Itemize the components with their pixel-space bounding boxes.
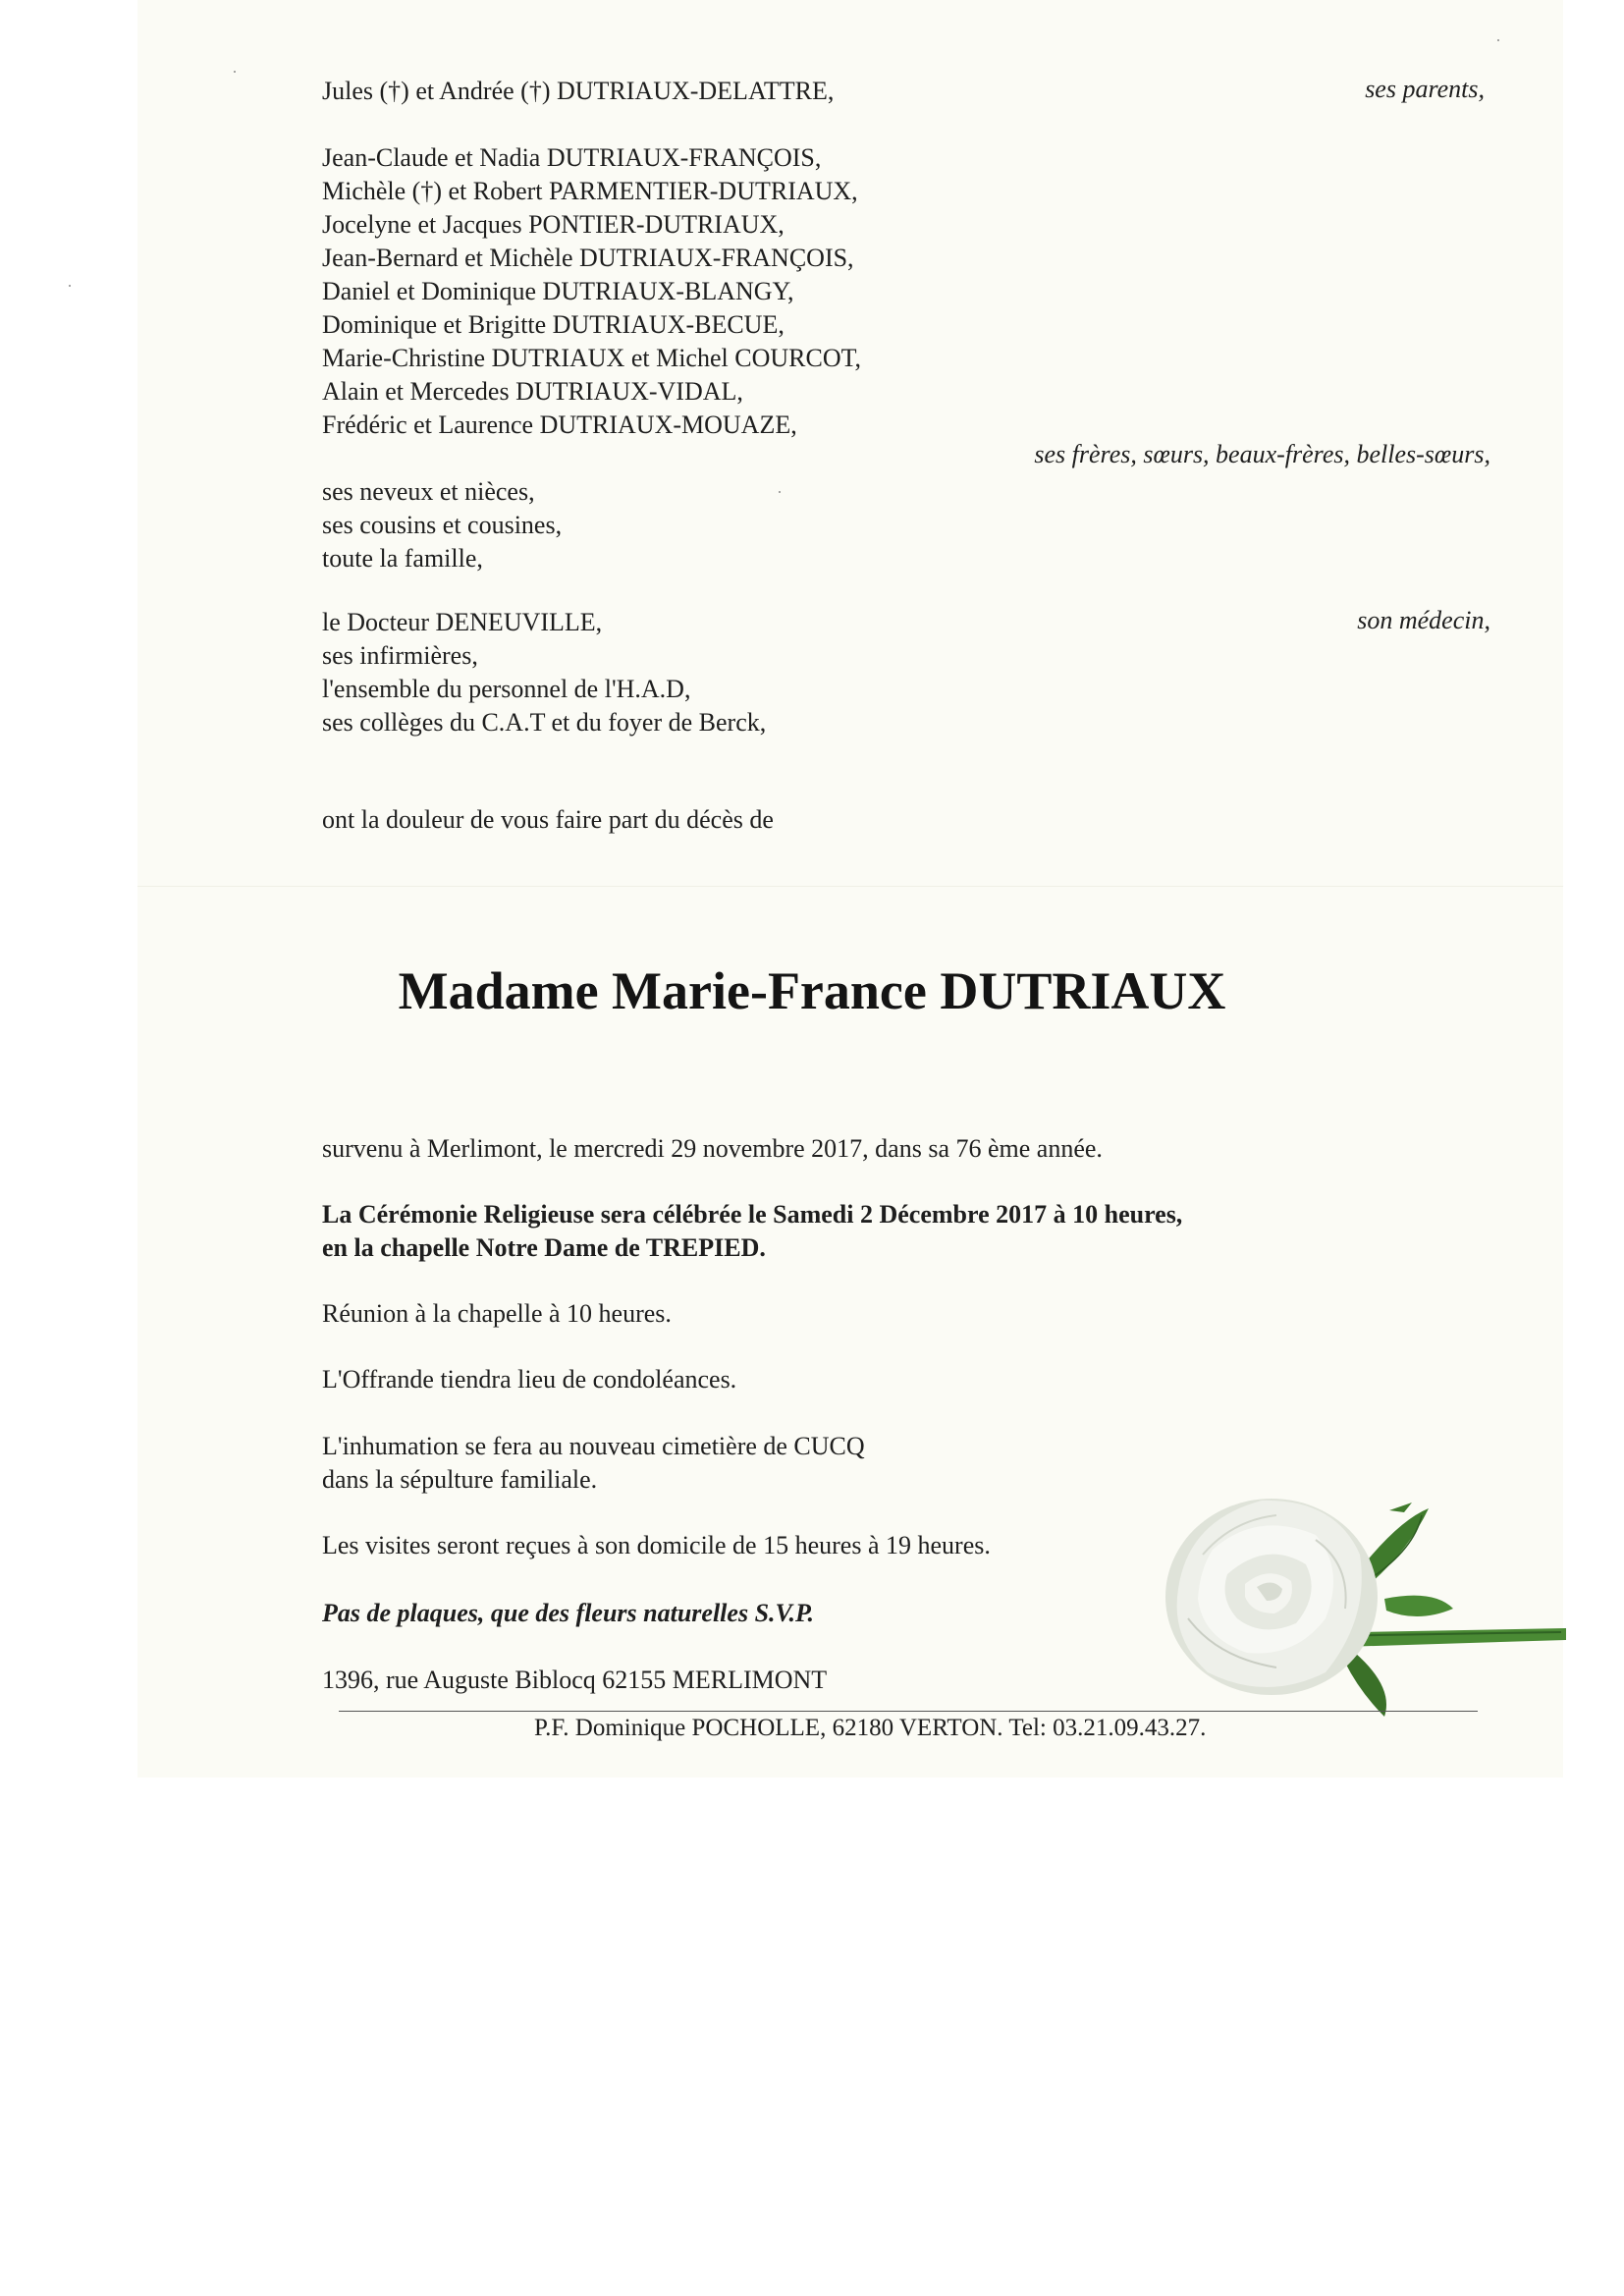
- sibling-line: Dominique et Brigitte DUTRIAUX-BECUE,: [322, 310, 785, 339]
- death-details: survenu à Merlimont, le mercredi 29 novembre 2017, dans sa 76 ème année.: [322, 1134, 1103, 1163]
- family-list: [322, 475, 562, 575]
- scan-speck: [779, 491, 781, 493]
- sibling-line: Frédéric et Laurence DUTRIAUX-MOUAZE,: [322, 410, 797, 439]
- flowers-note: Pas de plaques, que des fleurs naturelles S.V.P.: [322, 1599, 815, 1627]
- care-line: ses infirmières,: [322, 641, 478, 670]
- care-list: [322, 606, 766, 739]
- meeting-text: Réunion à la chapelle à 10 heures.: [322, 1299, 672, 1328]
- footer-rule: [339, 1711, 1478, 1712]
- sibling-line: Michèle (†) et Robert PARMENTIER-DUTRIAUX,: [322, 177, 858, 205]
- parents-line: Jules (†) et Andrée (†) DUTRIAUX-DELATTRE,: [322, 77, 835, 105]
- announcement-text: ont la douleur de vous faire part du décès de: [322, 805, 774, 834]
- care-line: l'ensemble du personnel de l'H.A.D,: [322, 675, 691, 703]
- parents-role: ses parents,: [1365, 75, 1485, 103]
- funeral-home-info: P.F. Dominique POCHOLLE, 62180 VERTON. Tel: 03.21.09.43.27.: [534, 1715, 1207, 1741]
- sibling-line: Marie-Christine DUTRIAUX et Michel COURCOT,: [322, 344, 862, 372]
- sibling-line: Jean-Bernard et Michèle DUTRIAUX-FRANÇOIS,: [322, 244, 854, 272]
- burial-line: dans la sépulture familiale.: [322, 1465, 598, 1494]
- burial-line: L'inhumation se fera au nouveau cimetière de CUCQ: [322, 1432, 865, 1460]
- family-line: ses neveux et nièces,: [322, 477, 535, 506]
- ceremony-block: [322, 1198, 1182, 1265]
- offering-text: L'Offrande tiendra lieu de condoléances.: [322, 1365, 737, 1394]
- scan-speck: [234, 71, 236, 73]
- family-line: toute la famille,: [322, 544, 483, 573]
- care-line: ses collèges du C.A.T et du foyer de Berck,: [322, 708, 767, 737]
- sibling-line: Jean-Claude et Nadia DUTRIAUX-FRANÇOIS,: [322, 143, 822, 172]
- siblings-list: [322, 141, 861, 442]
- scan-speck: [1497, 39, 1499, 41]
- family-line: ses cousins et cousines,: [322, 511, 563, 539]
- fold-line: [137, 886, 1563, 887]
- siblings-role: ses frères, sœurs, beaux-frères, belles-sœurs,: [1034, 440, 1490, 468]
- care-line: le Docteur DENEUVILLE,: [322, 608, 603, 636]
- sibling-line: Alain et Mercedes DUTRIAUX-VIDAL,: [322, 377, 743, 406]
- sibling-line: Daniel et Dominique DUTRIAUX-BLANGY,: [322, 277, 794, 305]
- deceased-name: Madame Marie-France DUTRIAUX: [398, 961, 1226, 1020]
- ceremony-line: La Cérémonie Religieuse sera célébrée le Samedi 2 Décembre 2017 à 10 heures,: [322, 1200, 1183, 1229]
- burial-block: [322, 1430, 865, 1497]
- scan-speck: [69, 285, 71, 287]
- ceremony-line: en la chapelle Notre Dame de TREPIED.: [322, 1233, 766, 1262]
- care-role: son médecin,: [1357, 606, 1490, 634]
- visits-text: Les visites seront reçues à son domicile de 15 heures à 19 heures.: [322, 1531, 991, 1559]
- white-rose-image: [1159, 1481, 1571, 1722]
- sibling-line: Jocelyne et Jacques PONTIER-DUTRIAUX,: [322, 210, 785, 239]
- address-text: 1396, rue Auguste Biblocq 62155 MERLIMONT: [322, 1666, 828, 1694]
